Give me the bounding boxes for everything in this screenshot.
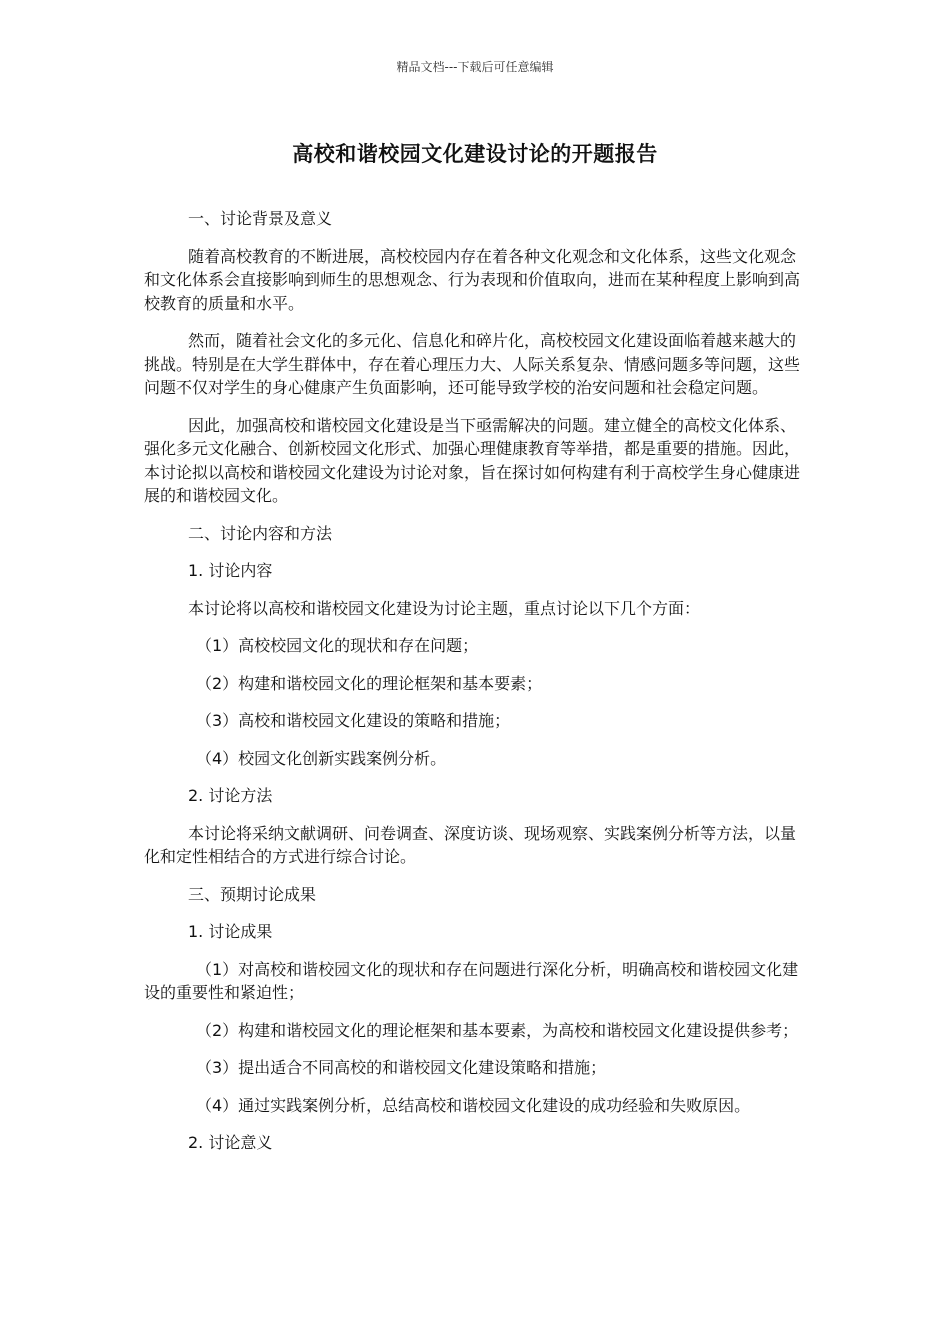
document-body xyxy=(144,207,808,1169)
paragraph: 一、讨论背景及意义 xyxy=(188,209,333,228)
paragraph: 2. 讨论意义 xyxy=(188,1133,273,1152)
paragraph: 2. 讨论方法 xyxy=(188,786,273,805)
paragraph: 1. 讨论内容 xyxy=(188,561,273,580)
paragraph: 本讨论将以高校和谐校园文化建设为讨论主题，重点讨论以下几个方面： xyxy=(188,598,701,618)
list-item-paragraph: （3）高校和谐校园文化建设的策略和措施； xyxy=(196,711,511,730)
list-item-paragraph: （1）对高校和谐校园文化的现状和存在问题进行深化分析，明确高校和谐校园文化建设的重要性和紧迫性； xyxy=(144,959,799,1002)
paragraph: 1. 讨论成果 xyxy=(188,922,273,941)
page-header: 精品文档---下载后可任意编辑 xyxy=(396,60,554,74)
paragraph: 二、讨论内容和方法 xyxy=(188,523,333,543)
list-item-paragraph: （4）通过实践案例分析，总结高校和谐校园文化建设的成功经验和失败原因。 xyxy=(196,1095,751,1115)
list-item-paragraph: （3）提出适合不同高校的和谐校园文化建设策略和措施； xyxy=(196,1058,607,1077)
paragraph: 随着高校教育的不断进展，高校校园内存在着各种文化观念和文化体系，这些文化观念和文化体系会直接影响到师生的思想观念、行为表现和价值取向，进而在某种程度上影响到高校教育的质量和水平。 xyxy=(144,246,801,313)
paragraph: 因此，加强高校和谐校园文化建设是当下亟需解决的问题。建立健全的高校文化体系、强化多元文化融合、创新校园文化形式、加强心理健康教育等举措，都是重要的措施。因此，本讨论拟以高校和谐校园文化建设为讨论对象，旨在探讨如何构建有利于高校学生身心健康进展的和谐校园文化。 xyxy=(144,415,801,505)
paragraph: 三、预期讨论成果 xyxy=(188,884,317,904)
list-item-paragraph: （4）校园文化创新实践案例分析。 xyxy=(196,748,447,768)
paragraph: 本讨论将采纳文献调研、问卷调查、深度访谈、现场观察、实践案例分析等方法，以量化和定性相结合的方式进行综合讨论。 xyxy=(144,823,797,866)
list-item-paragraph: （2）构建和谐校园文化的理论框架和基本要素； xyxy=(196,673,543,693)
document-title: 高校和谐校园文化建设讨论的开题报告 xyxy=(292,142,658,166)
paragraph: 然而，随着社会文化的多元化、信息化和碎片化，高校校园文化建设面临着越来越大的挑战。特别是在大学生群体中，存在着心理压力大、人际关系复杂、情感问题多等问题，这些问题不仅对学生的身心健康产生负面影响，还可能导致学校的治安问题和社会稳定问题。 xyxy=(144,331,801,397)
list-item-paragraph: （1）高校校园文化的现状和存在问题； xyxy=(196,636,479,655)
list-item-paragraph: （2）构建和谐校园文化的理论框架和基本要素，为高校和谐校园文化建设提供参考； xyxy=(196,1020,799,1040)
